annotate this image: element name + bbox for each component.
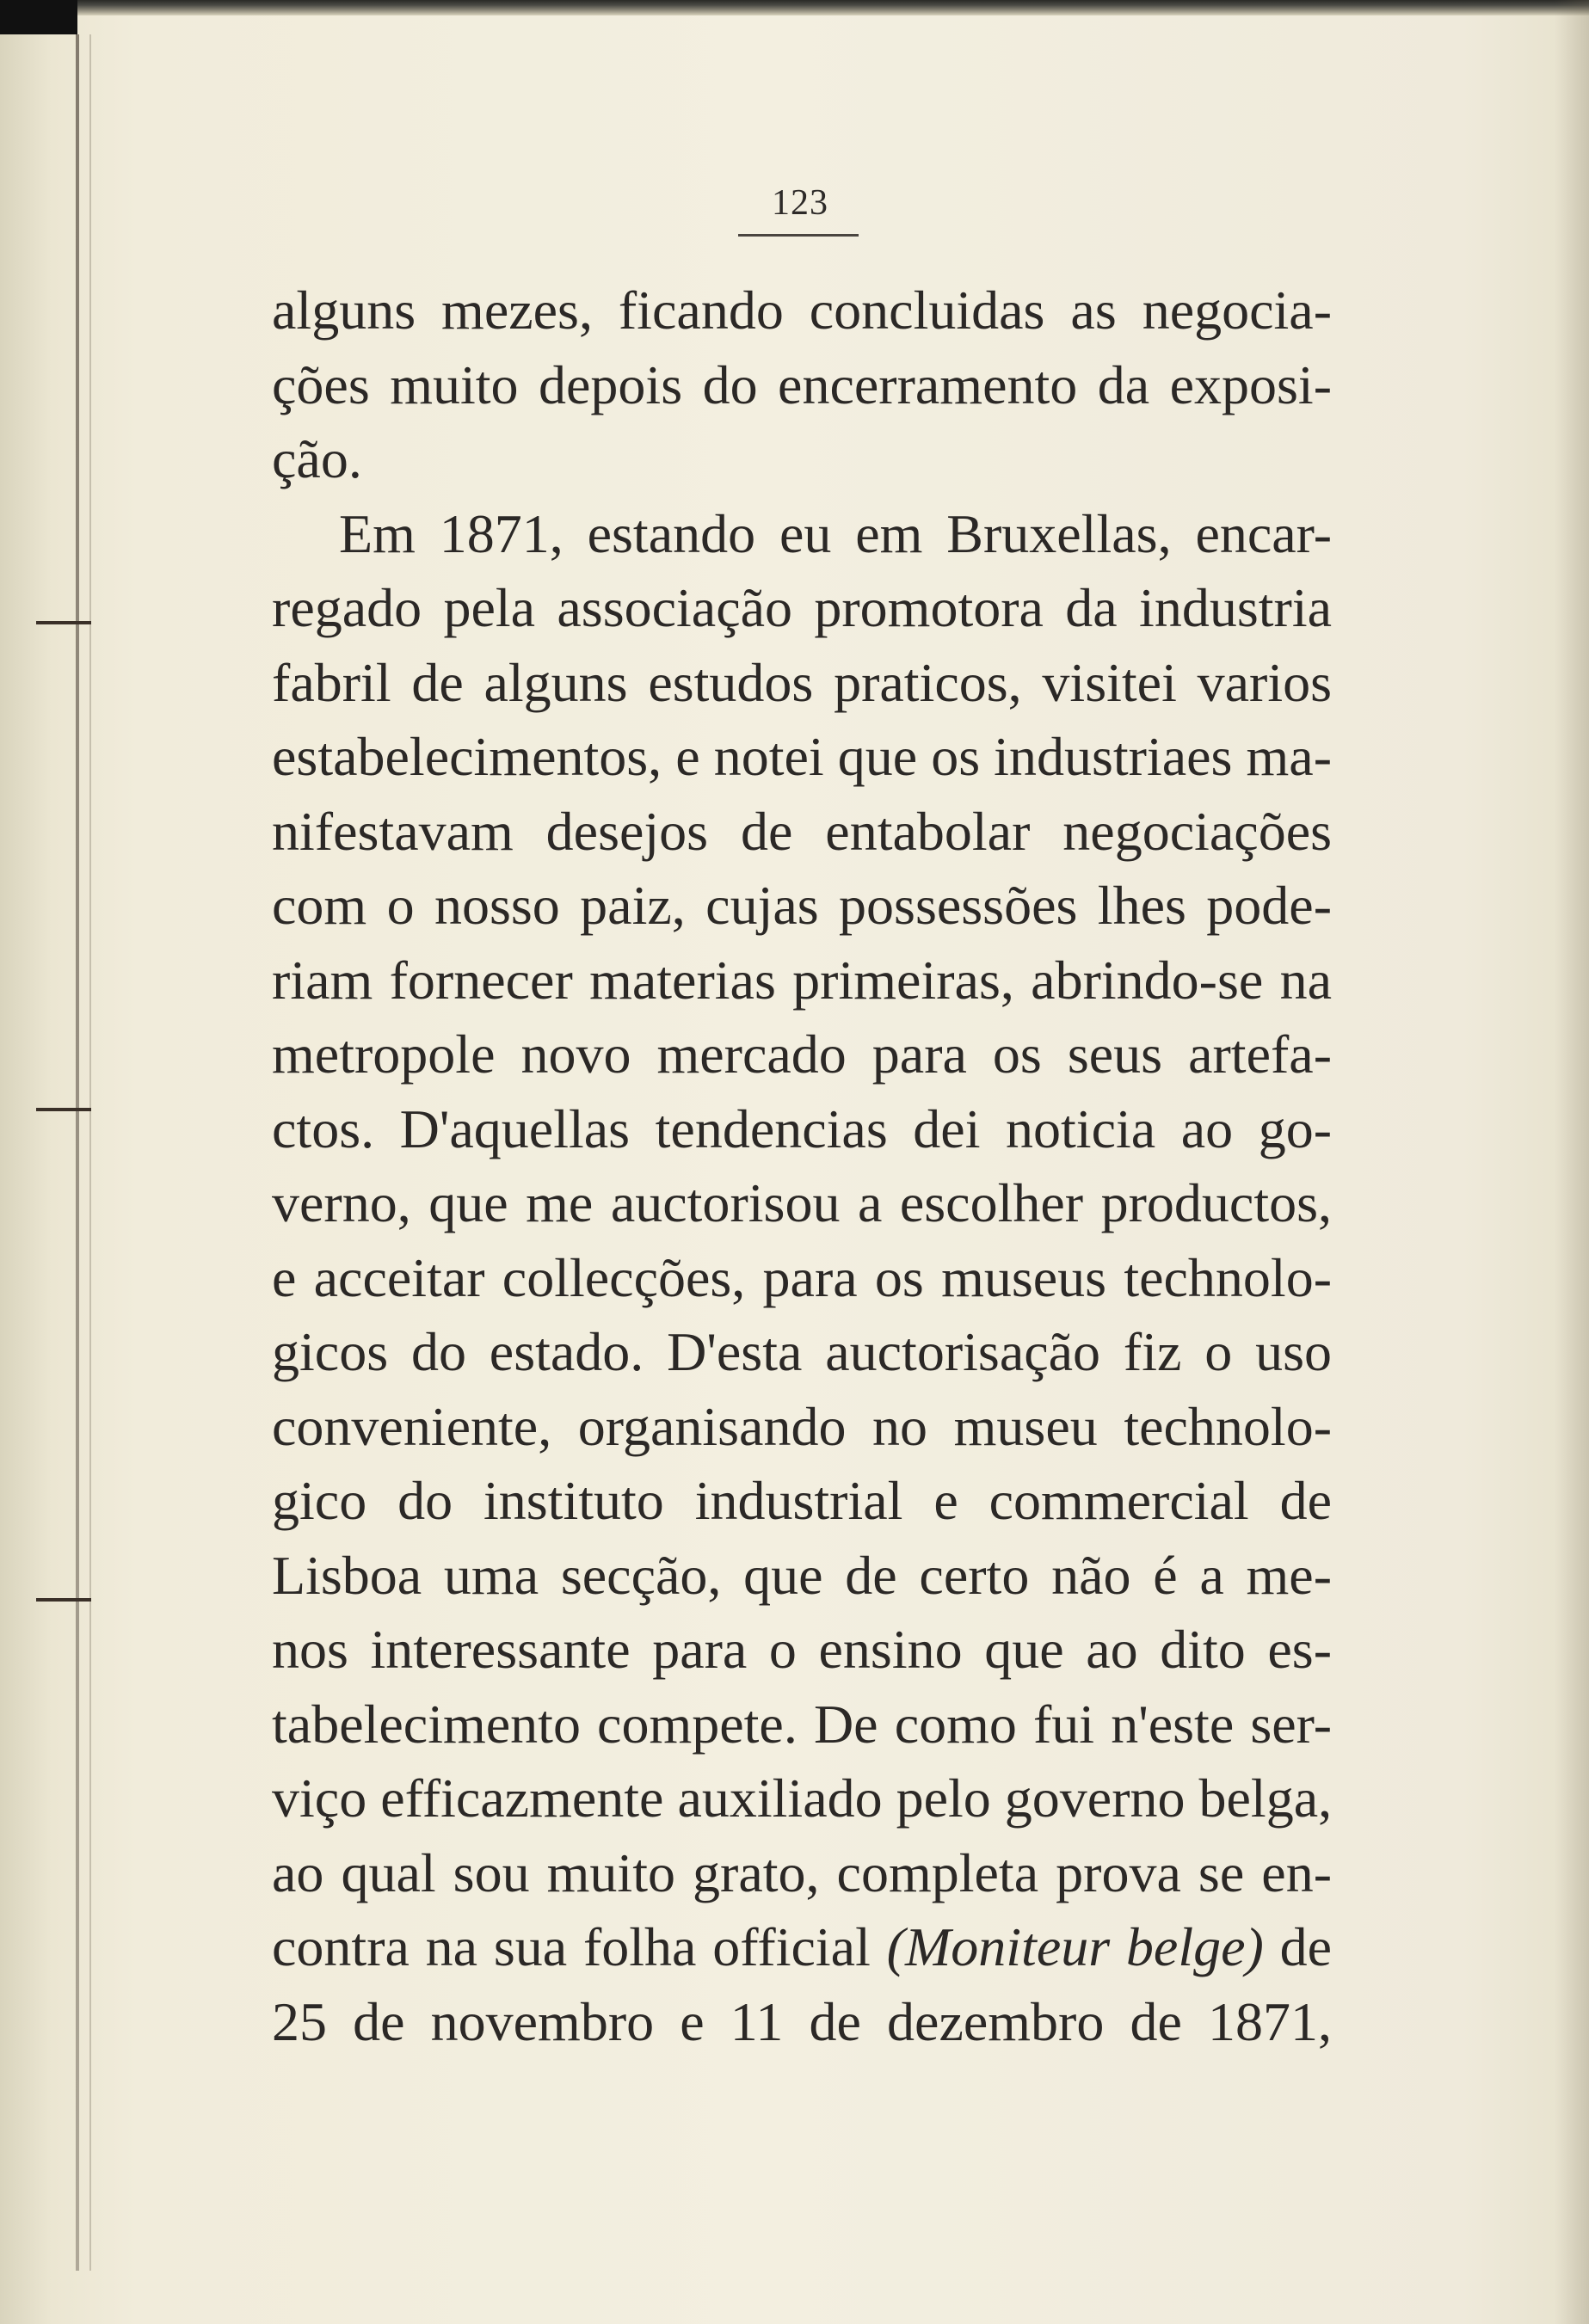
text-span: de [1263,1916,1333,1977]
text-line: gico do instituto industrial e commercial de [272,1470,1332,1531]
page-top-edge [0,0,1589,15]
text-line: com o nosso paiz, cujas possessões lhes pode- [272,875,1332,936]
page-number-rule [738,234,859,237]
binding-tick-mark [36,1108,91,1111]
text-line: nifestavam desejos de entabolar negociações [272,800,1332,862]
text-line: ao qual sou muito grato, completa prova se en- [272,1841,1332,1903]
binding-tick-mark [36,1598,91,1602]
text-line-with-italic [272,1910,1332,1985]
text-line: nos interessante para o ensino que ao dito es- [272,1619,1332,1680]
text-span: contra na sua folha official [272,1916,887,1977]
text-line: tabelecimento compete. De como fui n'este ser- [272,1693,1332,1755]
text-line: riam fornecer materias primeiras, abrindo-se na [272,949,1332,1011]
binding-line-secondary [89,34,91,2271]
text-line: 25 de novembro e 11 de dezembro de 1871, [272,1990,1332,2052]
text-line: ção. [272,428,362,489]
binding-line [76,34,79,2271]
text-line: estabelecimentos, e notei que os industriaes ma- [272,726,1332,787]
page-number: 123 [772,183,828,223]
text-line: verno, que me auctorisou a escolher productos, [272,1172,1332,1233]
text-line: gicos do estado. D'esta auctorisação fiz o uso [272,1321,1332,1382]
text-line: fabril de alguns estudos praticos, visitei varios [272,651,1332,713]
italic-citation: (Moniteur belge) [886,1916,1264,1977]
text-line: metropole novo mercado para os seus artefa- [272,1024,1332,1085]
text-line: viço efficazmente auxiliado pelo governo belga, [272,1768,1333,1829]
text-line: alguns mezes, ficando concluidas as negocia- [272,280,1332,341]
text-line: conveniente, organisando no museu technolo- [272,1395,1332,1457]
scan-corner-shadow [0,0,77,34]
body-text [272,274,1332,2059]
text-line: Em 1871, estando eu em Bruxellas, encar- [339,502,1332,564]
binding-tick-mark [36,621,91,624]
text-line: ções muito depois do encerramento da exposi- [272,354,1332,415]
page-right-shadow [1555,0,1589,2324]
text-line: regado pela associação promotora da industria [272,577,1332,638]
text-line: e acceitar collecções, para os museus technolo- [272,1246,1332,1308]
text-line: Lisboa uma secção, que de certo não é a me- [272,1544,1332,1606]
text-line: ctos. D'aquellas tendencias dei noticia ao go- [272,1097,1332,1159]
